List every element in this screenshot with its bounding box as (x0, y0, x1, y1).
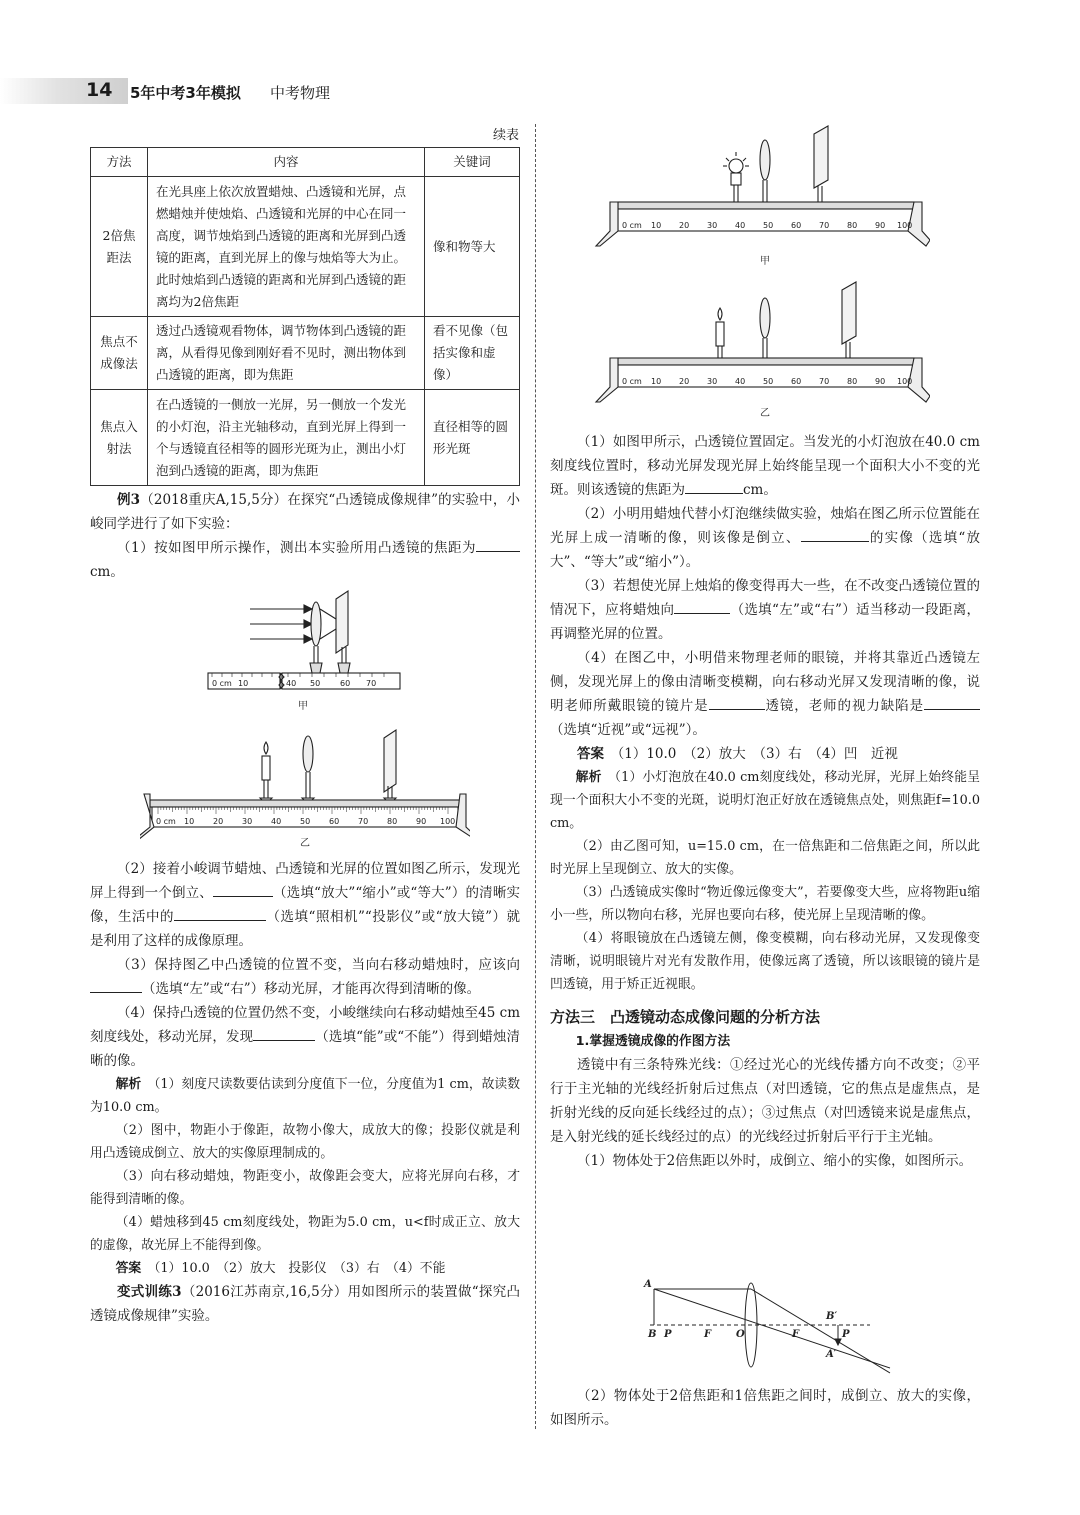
ruler-tick-label: 20 (679, 377, 690, 386)
example3-q1-unit: cm。 (90, 564, 124, 580)
diagram-label: F (704, 1329, 712, 1340)
example3-q1: （1）按如图甲所示操作，测出本实验所用凸透镜的焦距为 (117, 540, 476, 556)
ruler-tick-label: 50 (763, 377, 774, 386)
variant3-q3-text-b: （选填“左”或“右”）适当移动一段距离，再调整光屏的位置。 (550, 602, 981, 642)
answer-blank[interactable] (801, 527, 869, 542)
book-title: 5年中考3年模拟 (130, 84, 241, 102)
ruler-tick-label: 40 (271, 817, 282, 826)
diagram-label: A′ (826, 1349, 837, 1360)
analysis-text: （2）由乙图可知，u=15.0 cm，在一倍焦距和二倍焦距之间，所以此时光屏上呈现倒立、放大的实像。 (550, 839, 980, 877)
ruler-tick-label: 90 (875, 221, 886, 230)
page-number: 14 (86, 79, 113, 101)
ruler-tick-label: 100 (897, 377, 913, 386)
ruler-tick-label: 10 (651, 377, 662, 386)
ruler-tick-label: 60 (329, 817, 340, 826)
ruler-tick-label: 70 (366, 679, 377, 688)
table-row (91, 317, 520, 390)
ruler-tick-label: 60 (340, 679, 351, 688)
ruler-tick-label: 50 (310, 679, 321, 688)
ruler-tick-label: 20 (679, 221, 690, 230)
example3-q3-text: （3）保持图乙中凸透镜的位置不变，当向右移动蜡烛时，应该向 (117, 957, 520, 973)
variant3-q4-text-c: （选填“近视”或“远视”）。 (550, 722, 706, 738)
variant3-q4-text-b: 透镜，老师的视力缺陷是 (764, 698, 925, 714)
ruler-tick-label: 80 (847, 221, 858, 230)
ruler-tick-label: 70 (819, 377, 830, 386)
ruler-tick-label: 80 (847, 377, 858, 386)
diagram-label: B′ (826, 1311, 838, 1322)
figure-caption-yi: 乙 (760, 408, 770, 419)
ruler-tick-label: 0 cm (622, 221, 642, 230)
diagram-label: A (644, 1279, 652, 1290)
page-header (0, 78, 1080, 104)
ray-diagram (640, 1275, 910, 1375)
method-cell: 2倍焦距法 (91, 177, 148, 317)
example3-q2-text-b: （选填“放大”“缩小”或“等大”）的清晰实像，生活中的 (90, 885, 520, 925)
example3-q2-text-c: （选填“照相机”“投影仪”或“放大镜”）就是利用了这样的成像原理。 (90, 909, 521, 949)
example3-q4-text: （4）保持凸透镜的位置仍然不变，小峻继续向右移动蜡烛至45 cm刻度线处，移动光屏，发现 (90, 1005, 520, 1045)
ruler-tick-label: 100 (897, 221, 913, 230)
variant3-q1-unit: cm。 (743, 482, 777, 498)
variant3-label: 变式训练3 (117, 1284, 182, 1300)
analysis-text: （1）刻度尺读数要估读到分度值下一位，分度值为1 cm，故读数为10.0 cm。 (90, 1077, 521, 1115)
answer-blank[interactable] (685, 479, 743, 494)
ruler-tick-label: 30 (242, 817, 253, 826)
variant3-questions (550, 430, 980, 1173)
variant3-q3-text: （3）若想使光屏上烛焰的像变得再大一些，在不改变凸透镜位置的情况下，应将蜡烛向 (550, 578, 980, 618)
variant3-q2-text: （2）小明用蜡烛代替小灯泡继续做实验，烛焰在图乙所示位置能在光屏上成一清晰的像，则该像是倒立、 (550, 506, 980, 546)
ruler-tick-label: 80 (387, 817, 398, 826)
ruler-tick-label: 10 (651, 221, 662, 230)
keyword-cell: 像和物等大 (425, 177, 520, 317)
answer-blank[interactable] (476, 537, 520, 552)
answer-blank[interactable] (174, 906, 266, 921)
diagram-label: B (648, 1329, 657, 1340)
ruler-tick-label: 90 (416, 817, 427, 826)
method3-final (550, 1384, 980, 1432)
variant3-figure-yi (590, 278, 930, 426)
example3-q3-text-b: （选填“左”或“右”）移动光屏，才能再次得到清晰的像。 (142, 981, 481, 997)
ruler-tick-label: 10 (238, 679, 249, 688)
variant3-figure-jia (590, 122, 930, 272)
example3-intro (90, 488, 520, 584)
answer-blank[interactable] (90, 978, 142, 993)
variant3-q2-text-b: 的实像（选填“放大”、“等大”或“缩小”）。 (550, 530, 981, 570)
content-cell: 透过凸透镜观看物体，调节物体到凸透镜的距离，从看得见像到刚好看不见时，测出物体到凸透镜的距离，即为焦距 (148, 317, 425, 390)
diagram-label: O (736, 1329, 745, 1340)
keyword-cell: 直径相等的圆形光斑 (425, 390, 520, 486)
example3-intro-text: 在探究“凸透镜成像规律”的实验中，小峻同学进行了如下实验： (90, 492, 520, 532)
analysis-text: （4）蜡烛移到45 cm刻度线处，物距为5.0 cm，u<f时成正立、放大的虚像，故光屏上不能得到像。 (90, 1215, 520, 1253)
variant3-intro: 用如图所示的装置做“探究凸透镜成像规律”实验。 (90, 1284, 520, 1324)
example3-figure-yi (140, 720, 470, 852)
ruler-tick-label: 0 cm (156, 817, 176, 826)
figure-caption-jia: 甲 (298, 701, 308, 712)
method-table (90, 147, 520, 486)
subject-title: 中考物理 (270, 84, 331, 102)
ruler-tick-label: 50 (763, 221, 774, 230)
variant3-source: （2016江苏南京,16,5分） (181, 1284, 348, 1300)
example3-source: （2018重庆A,15,5分） (140, 492, 288, 508)
answer-label: 答案 (115, 1261, 142, 1276)
column-divider (535, 124, 536, 1429)
ruler-tick-label: 10 (184, 817, 195, 826)
method3-paragraph: 透镜中有三条特殊光线：①经过光心的光线传播方向不改变；②平行于主光轴的光线经折射后过焦点（对凹透镜，它的焦点是虚焦点，是折射光线的反向延长线经过的点）；③过焦点（对凹透镜来说是虚焦点，是入射光线的延长线经过的点）的光线经过折射后平行于主光轴。 (550, 1057, 980, 1145)
ruler-tick-label: 40 (735, 377, 746, 386)
ruler-tick-label: 100 (440, 817, 456, 826)
answer-blank[interactable] (924, 695, 980, 710)
analysis-text: （4）将眼镜放在凸透镜左侧，像变模糊，向右移动光屏，又发现像变清晰，说明眼镜片对光有发散作用，使像远离了透镜，所以该眼镜的镜片是凹透镜，用于矫正近视眼。 (550, 931, 980, 992)
ruler-tick-label: 20 (213, 817, 224, 826)
keyword-cell: 看不见像（包括实像和虚像） (425, 317, 520, 390)
answer-blank[interactable] (253, 1026, 315, 1041)
ruler-tick-label: 40 (735, 221, 746, 230)
subsection-title: 1.掌握透镜成像的作图方法 (575, 1034, 731, 1049)
table-header-keyword: 关键词 (425, 148, 520, 177)
analysis-text: （1）小灯泡放在40.0 cm刻度线处，移动光屏，光屏上始终能呈现一个面积大小不变的光斑，说明灯泡正好放在透镜焦点处，则焦距f=10.0 cm。 (550, 770, 981, 831)
method3-paragraph: （2）物体处于2倍焦距和1倍焦距之间时，成倒立、放大的实像，如图所示。 (550, 1388, 980, 1428)
example3-q2-text: （2）接着小峻调节蜡烛、凸透镜和光屏的位置如图乙所示，发现光屏上得到一个倒立、 (90, 861, 520, 901)
ruler-tick-label: 0 cm (622, 377, 642, 386)
table-row (91, 390, 520, 486)
diagram-label: P (664, 1329, 672, 1340)
example3-questions (90, 857, 520, 1328)
variant3-q1-text: （1）如图甲所示，凸透镜位置固定。当发光的小灯泡放在40.0 cm刻度线位置时，移动光屏发现光屏上始终能呈现一个面积大小不变的光斑。则该透镜的焦距为 (550, 434, 980, 498)
variant3-q4-text: （4）在图乙中，小明借来物理老师的眼镜，并将其靠近凸透镜左侧，发现光屏上的像由清晰变模糊，向右移动光屏又发现清晰的像，说明老师所戴眼镜的镜片是 (550, 650, 980, 714)
example3-label: 例3 (117, 492, 141, 508)
analysis-text: （3）凸透镜成实像时“物近像远像变大”，若要像变大些，应将物距u缩小一些，所以物向右移，光屏也要向右移，使光屏上呈现清晰的像。 (550, 885, 980, 923)
diagram-label: P (842, 1329, 850, 1340)
answer-label: 答案 (577, 746, 604, 762)
table-continued-label: 续表 (493, 128, 520, 143)
ruler-tick-label: 30 (707, 221, 718, 230)
ruler-tick-label: 90 (875, 377, 886, 386)
example3-figure-jia (200, 585, 410, 715)
section-title: 方法三 凸透镜动态成像问题的分析方法 (550, 1008, 821, 1026)
analysis-text: （2）图中，物距小于像距，故物小像大，成放大的像；投影仪就是利用凸透镜成倒立、放大的实像原理制成的。 (90, 1123, 520, 1161)
figure-caption-yi: 乙 (300, 838, 310, 849)
analysis-label: 解析 (115, 1077, 142, 1092)
figure-caption-jia: 甲 (760, 256, 770, 267)
content-cell: 在凸透镜的一侧放一光屏，另一侧放一个发光的小灯泡，沿主光轴移动，直到光屏上得到一个与透镜直径相等的圆形光斑为止，测出小灯泡到凸透镜的距离，即为焦距 (148, 390, 425, 486)
ruler-tick-label: 60 (791, 377, 802, 386)
method-cell: 焦点入射法 (91, 390, 148, 486)
ruler-tick-label: 30 (707, 377, 718, 386)
answer-blank[interactable] (213, 882, 273, 897)
analysis-label: 解析 (575, 770, 602, 785)
method-cell: 焦点不成像法 (91, 317, 148, 390)
table-row (91, 177, 520, 317)
table-header-content: 内容 (148, 148, 425, 177)
analysis-text: （3）向右移动蜡烛，物距变小，故像距会变大，应将光屏向右移，才能得到清晰的像。 (90, 1169, 520, 1207)
answer-blank[interactable] (674, 599, 730, 614)
table-header-method: 方法 (91, 148, 148, 177)
method3-paragraph: （1）物体处于2倍焦距以外时，成倒立、缩小的实像，如图所示。 (577, 1153, 973, 1169)
ruler-tick-label: 70 (358, 817, 369, 826)
ruler-tick-label: 50 (300, 817, 311, 826)
answer-text: （1）10.0 （2）放大 （3）右 （4）凹 近视 (617, 746, 898, 762)
answer-text: （1）10.0 （2）放大 投影仪 （3）右 （4）不能 (153, 1261, 446, 1276)
example3-q4-text-b: （选填“能”或“不能”）得到蜡烛清晰的像。 (90, 1029, 521, 1069)
ruler-tick-label: 70 (819, 221, 830, 230)
answer-blank[interactable] (709, 695, 765, 710)
ruler-tick-label: 0 cm (212, 679, 232, 688)
diagram-label: F (792, 1329, 800, 1340)
ruler-tick-label: 60 (791, 221, 802, 230)
ruler-tick-label: 40 (286, 679, 297, 688)
content-cell: 在光具座上依次放置蜡烛、凸透镜和光屏，点燃蜡烛并使烛焰、凸透镜和光屏的中心在同一高度，调节烛焰到凸透镜的距离和光屏到凸透镜的距离，直到光屏上的像与烛焰等大为止。此时烛焰到凸透镜的距离和光屏到凸透镜的距离均为2倍焦距 (148, 177, 425, 317)
